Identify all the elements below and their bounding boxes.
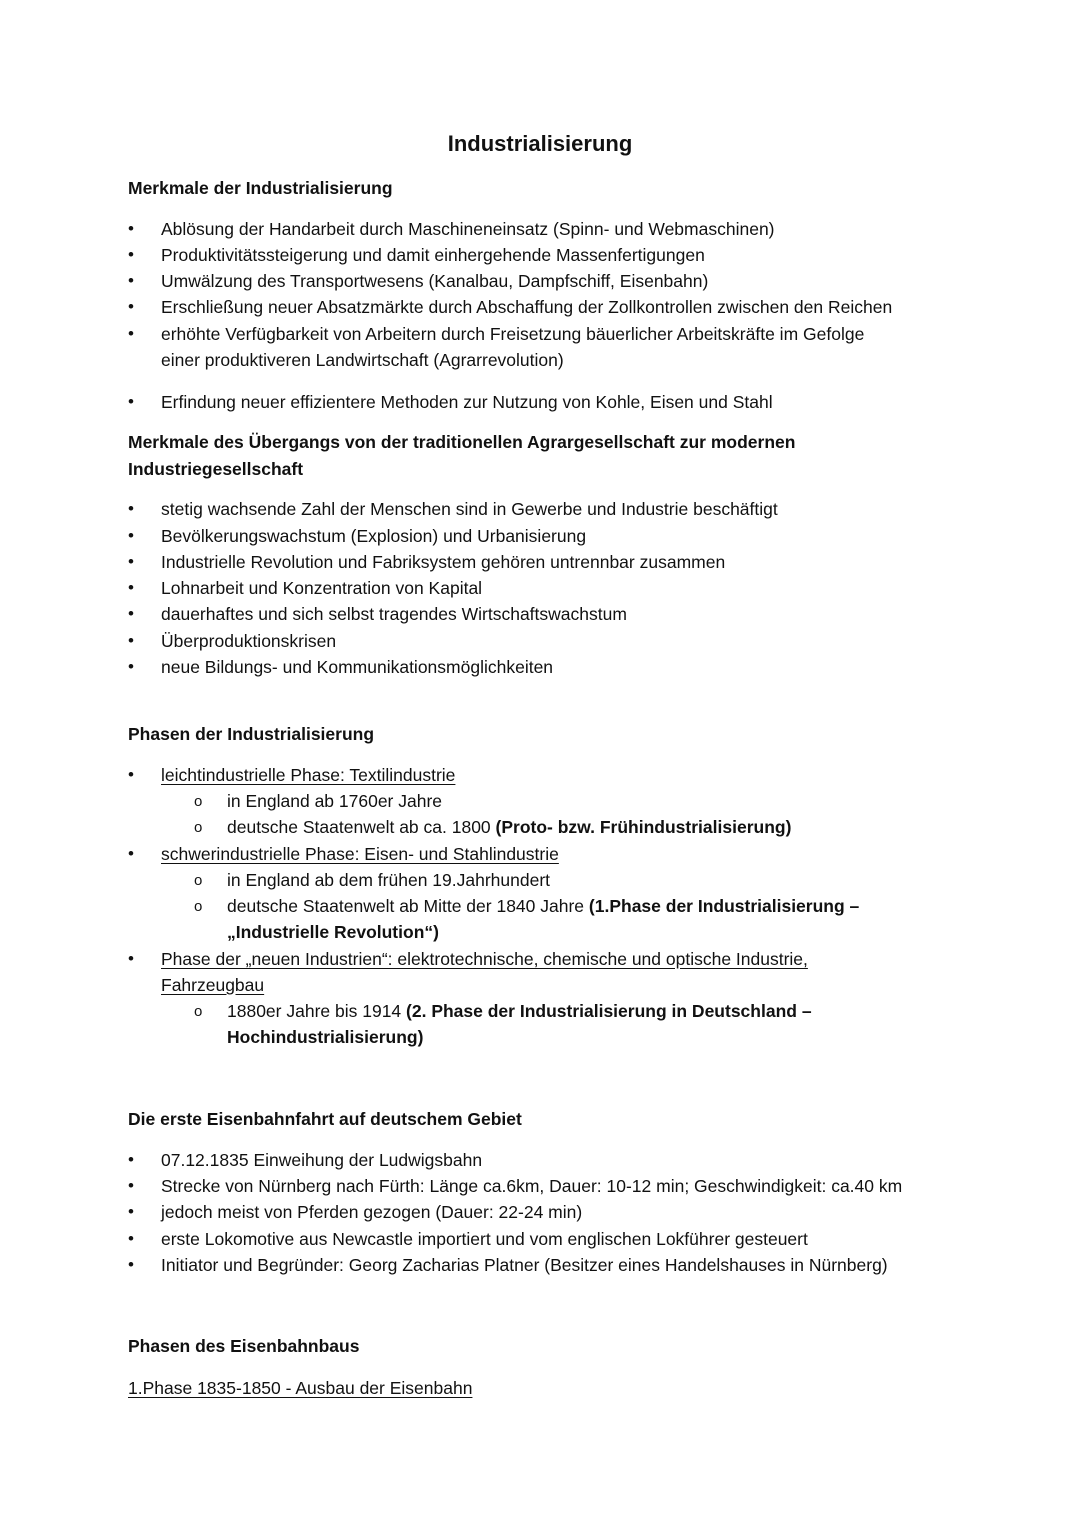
list-item: stetig wachsende Zahl der Menschen sind in Gewerbe und Industrie beschäftigt <box>161 499 778 519</box>
list-item: erhöhte Verfügbarkeit von Arbeitern durch Freisetzung bäuerlicher Arbeitskräfte im Gefolge <box>161 324 865 344</box>
bullet-icon: • <box>128 392 134 411</box>
list-item: Überproduktionskrisen <box>161 631 337 651</box>
sub-bullet-icon: o <box>194 793 203 810</box>
section-heading-uebergang-line2: Industriegesellschaft <box>128 459 304 479</box>
bullet-icon: • <box>128 631 134 650</box>
bullet-icon: • <box>128 526 134 545</box>
list-item: Erschließung neuer Absatzmärkte durch Abschaffung der Zollkontrollen zwischen den Reichen <box>161 297 893 317</box>
list-item: jedoch meist von Pferden gezogen (Dauer: 22-24 min) <box>161 1202 583 1222</box>
phase-label: leichtindustrielle Phase: Textilindustrie <box>161 765 456 785</box>
list-item-continuation: einer produktiveren Landwirtschaft (Agrarrevolution) <box>161 350 564 370</box>
section-heading-merkmale: Merkmale der Industrialisierung <box>128 178 393 198</box>
bullet-icon: • <box>128 765 134 784</box>
bullet-icon: • <box>128 499 134 518</box>
list-item: Industrielle Revolution und Fabriksystem gehören untrennbar zusammen <box>161 552 726 572</box>
bullet-icon: • <box>128 1255 134 1274</box>
sub-list-item: in England ab 1760er Jahre <box>227 791 443 811</box>
sub-bullet-icon: o <box>194 819 203 836</box>
list-item: Bevölkerungswachstum (Explosion) und Urbanisierung <box>161 526 587 546</box>
list-item: Lohnarbeit und Konzentration von Kapital <box>161 578 483 598</box>
list-item: Erfindung neuer effizientere Methoden zur Nutzung von Kohle, Eisen und Stahl <box>161 392 773 412</box>
sub-list-item: deutsche Staatenwelt ab Mitte der 1840 Jahre (1.Phase der Industrialisierung – <box>227 896 860 916</box>
sub-list-item: deutsche Staatenwelt ab ca. 1800 (Proto- bzw. Frühindustrialisierung) <box>227 817 792 837</box>
section-heading-uebergang: Merkmale des Übergangs von der traditionellen Agrargesellschaft zur modernen <box>128 432 796 452</box>
list-item: Produktivitätssteigerung und damit einhergehende Massenfertigungen <box>161 245 705 265</box>
list-item: 07.12.1835 Einweihung der Ludwigsbahn <box>161 1150 483 1170</box>
list-item: neue Bildungs- und Kommunikationsmöglichkeiten <box>161 657 554 677</box>
list-item: Strecke von Nürnberg nach Fürth: Länge ca.6km, Dauer: 10-12 min; Geschwindigkeit: ca.40 km <box>161 1176 903 1196</box>
list-item: Umwälzung des Transportwesens (Kanalbau, Dampfschiff, Eisenbahn) <box>161 271 709 291</box>
section-heading-eisenbahnbau: Phasen des Eisenbahnbaus <box>128 1336 360 1356</box>
bullet-icon: • <box>128 1150 134 1169</box>
bullet-icon: • <box>128 219 134 238</box>
sub-bullet-icon: o <box>194 1003 203 1020</box>
sub-bullet-icon: o <box>194 872 203 889</box>
bullet-icon: • <box>128 1202 134 1221</box>
bullet-icon: • <box>128 245 134 264</box>
bullet-icon: • <box>128 271 134 290</box>
sub-list-item-continuation: „Industrielle Revolution“) <box>227 922 439 942</box>
bullet-icon: • <box>128 657 134 676</box>
bullet-icon: • <box>128 324 134 343</box>
page-title: Industrialisierung <box>447 131 633 156</box>
bullet-icon: • <box>128 844 134 863</box>
sub-list-item-continuation: Hochindustrialisierung) <box>227 1027 424 1047</box>
phase-label: schwerindustrielle Phase: Eisen- und Stahlindustrie <box>161 844 559 864</box>
bullet-icon: • <box>128 552 134 571</box>
bullet-icon: • <box>128 578 134 597</box>
list-item: erste Lokomotive aus Newcastle importiert und vom englischen Lokführer gesteuert <box>161 1229 808 1249</box>
list-item: dauerhaftes und sich selbst tragendes Wirtschaftswachstum <box>161 604 627 624</box>
bullet-icon: • <box>128 1176 134 1195</box>
sub-list-item: 1880er Jahre bis 1914 (2. Phase der Industrialisierung in Deutschland – <box>227 1001 812 1021</box>
section-heading-phasen: Phasen der Industrialisierung <box>128 724 375 744</box>
section-heading-eisenbahnfahrt: Die erste Eisenbahnfahrt auf deutschem Gebiet <box>128 1109 522 1129</box>
bullet-icon: • <box>128 1229 134 1248</box>
phase-label-continuation: Fahrzeugbau <box>161 975 265 995</box>
phase-label: Phase der „neuen Industrien“: elektrotechnische, chemische und optische Industrie, <box>161 949 808 969</box>
sub-bullet-icon: o <box>194 898 203 915</box>
list-item: Initiator und Begründer: Georg Zacharias Platner (Besitzer eines Handelshauses in Nürnberg) <box>161 1255 888 1275</box>
bullet-icon: • <box>128 297 134 316</box>
list-item: Ablösung der Handarbeit durch Maschineneinsatz (Spinn- und Webmaschinen) <box>161 219 775 239</box>
bullet-icon: • <box>128 949 134 968</box>
sub-list-item: in England ab dem frühen 19.Jahrhundert <box>227 870 551 890</box>
bullet-icon: • <box>128 604 134 623</box>
eisenbahnbau-phase-label: 1.Phase 1835-1850 - Ausbau der Eisenbahn <box>128 1378 473 1398</box>
